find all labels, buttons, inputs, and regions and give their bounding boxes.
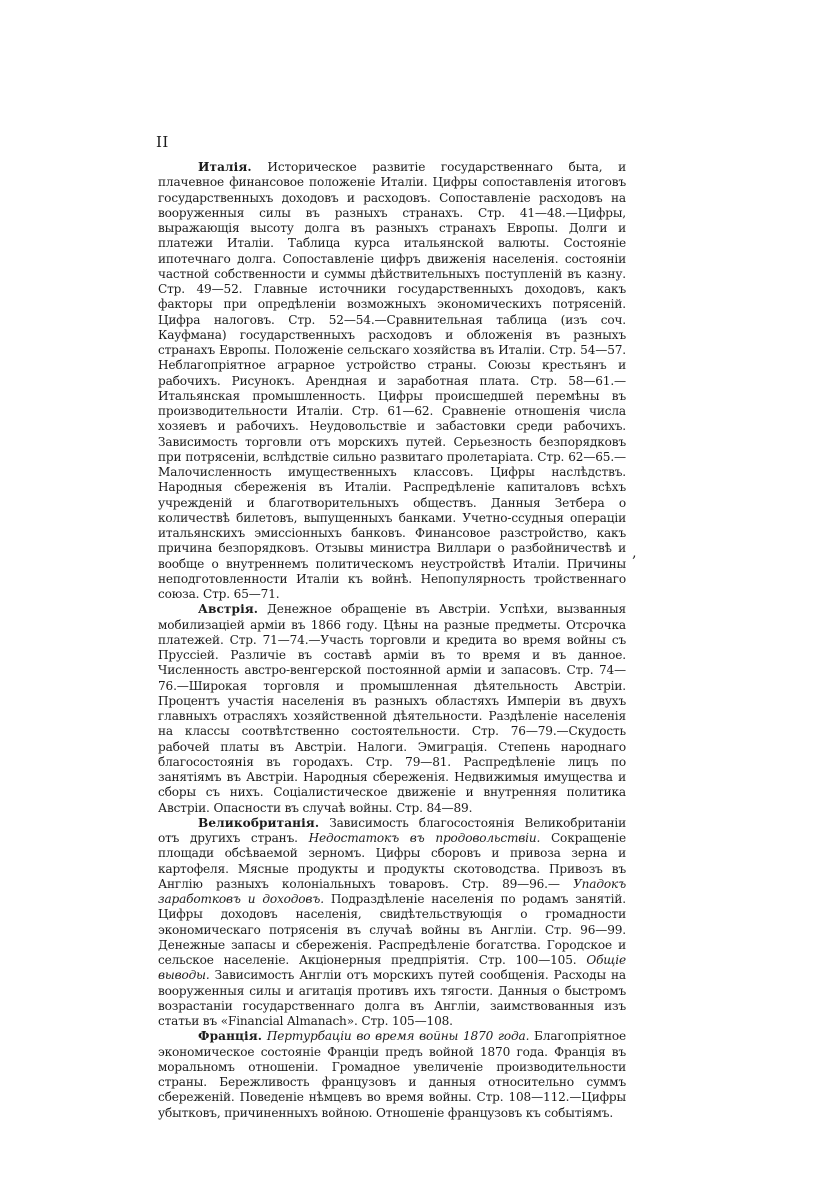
section-subheading-food-shortage: Недостатокъ въ продовольствіи. <box>308 831 541 845</box>
section-subheading-general-conclusions: Общіе выводы. <box>158 953 626 983</box>
section-heading-austria: Австрія. <box>198 602 259 617</box>
section-italy <box>158 160 626 602</box>
section-heading-france: Франція. <box>198 1029 263 1044</box>
section-text-austria: Денежное обращеніе въ Австріи. Успѣхи, вызванныя мобилизаціей арміи въ 1866 году. Цѣны на разные предметы. Отсрочка платежей. Стр. 71—74.—Участь торговли и кредита во время войны съ Пруссіей. Различіе въ составѣ арміи въ то время и въ данное. Численность австро-венгерской постоянной арміи и запасовъ. Стр. 74—76.—Широкая торговля и промышленная дѣятельность Австріи. Процентъ участія населенія въ разныхъ областяхъ Имперіи въ двухъ главныхъ отрасляхъ хозяйственной дѣятельности. Раздѣленіе населенія на классы соотвѣтственно состоятельности. Стр. 76—79.—Скудость рабочей платы въ Австріи. Налоги. Эмиграція. Степень народнаго благосостоянія въ городахъ. Стр. 79—81. Распредѣленіе лицъ по занятіямъ въ Австріи. Народныя сбереженія. Недвижимыя имущества и сборы съ нихъ. Соціалистическое движеніе и внутренняя политика Австріи. Опасности въ случаѣ войны. Стр. 84—89. <box>158 602 626 815</box>
section-text-france: Благопріятное экономическое состояніе Франціи предъ войной 1870 года. Франція въ моральномъ отношеніи. Громадное увеличеніе производительности страны. Бережливость французовъ и данныя относительно суммъ сбереженій. Поведеніе нѣмцевъ во время войны. Стр. 108—112.—Цифры убытковъ, причиненныхъ войною. Отношеніе французовъ къ событіямъ. <box>158 1029 626 1120</box>
section-france <box>158 1029 626 1121</box>
section-text-gb-4: Зависимость Англіи отъ морскихъ путей сообщенія. Расходы на вооруженныя силы и агитація противъ ихъ тягости. Данныя о быстромъ возрастаніи государственнаго долга въ Англіи, заимствованныя изъ статьи въ «Financial Almanach». Стр. 105—108. <box>158 968 626 1028</box>
section-subheading-war-1870: Пертурбаціи во время войны 1870 года. <box>266 1029 530 1044</box>
section-text-gb-1: Зависимость благосостоянія Великобританіи отъ другихъ странъ. <box>158 815 626 845</box>
table-of-contents <box>158 160 626 1121</box>
section-great-britain <box>158 816 626 1030</box>
section-text-gb-3: Подраздѣленіе населенія по родамъ занятій. Цифры доходовъ населенія, свидѣтельствующія о громадности экономическаго потрясенія въ случаѣ войны въ Англіи. Стр. 96—99. Денежные запасы и сбереженія. Распредѣленіе богатства. Городское и сельское населеніе. Акціонерныя предпріятія. Стр. 100—105. <box>158 892 626 967</box>
margin-mark: ‚ <box>632 545 637 561</box>
section-text-italy: Историческое развитіе государственнаго быта, и плачевное финансовое положеніе Италіи. Цифры сопоставленія итоговъ государственныхъ доходовъ и расходовъ. Сопоставленіе расходовъ на вооруженныя силы въ разныхъ странахъ. Стр. 41—48.—Цифры, выражающія высоту долга въ разныхъ странахъ Европы. Долги и платежи Италіи. Таблица курса итальянской валюты. Состояніе ипотечнаго долга. Сопоставленіе цифръ движенія населенія. состояніи частной собственности и суммы дѣйствительныхъ поступленій въ казну. Стр. 49—52. Главные источники государственныхъ доходовъ, какъ факторы при опредѣленіи возможныхъ экономическихъ потрясеній. Цифра налоговъ. Стр. 52—54.—Сравнительная таблица (изъ соч. Кауфмана) государственныхъ расходовъ и обложенія въ разныхъ странахъ Европы. Положеніе сельскаго хозяйства въ Италіи. Стр. 54—57. Неблагопріятное аграрное устройство страны. Союзы крестьянъ и рабочихъ. Рисунокъ. Арендная и заработная плата. Стр. 58—61.—Итальянская промышленность. Цифры происшедшей перемѣны въ производительности Италіи. Стр. 61—62. Сравненіе отношенія числа хозяевъ и рабочихъ. Неудовольствіе и забастовки среди рабочихъ. Зависимость торговли отъ морскихъ путей. Серьезность безпорядковъ при потрясеніи, вслѣдствіе сильно развитаго пролетаріата. Стр. 62—65.—Малочисленность имущественныхъ классовъ. Цифры наслѣдствъ. Народныя сбереженія въ Италіи. Распредѣленіе капиталовъ всѣхъ учрежденій и благотворительныхъ обществъ. Данныя Зетбера о количествѣ билетовъ, выпущенныхъ банками. Учетно-ссудныя операціи итальянскихъ эмиссіонныхъ банковъ. Финансовое разстройство, какъ причина безпорядковъ. Отзывы министра Виллари о разбойничествѣ и вообще о внутреннемъ политическомъ неустройствѣ Италіи. Причины неподготовленности Италіи къ войнѣ. Непопулярность тройственнаго союза. Стр. 65—71. <box>158 160 626 601</box>
section-heading-great-britain: Великобританія. <box>198 815 320 830</box>
page-number: II <box>156 133 169 151</box>
section-subheading-income-decline: Упадокъ заработковъ и доходовъ. <box>158 876 626 906</box>
section-austria <box>158 602 626 816</box>
section-heading-italy: Италія. <box>198 160 252 174</box>
section-text-gb-2: Сокращеніе площади обсѣваемой зерномъ. Цифры сборовъ и привоза зерна и картофеля. Мясные продукты и продукты скотоводства. Привозъ въ Англію разныхъ колоніальныхъ товаровъ. Стр. 89—96.— <box>158 831 626 891</box>
